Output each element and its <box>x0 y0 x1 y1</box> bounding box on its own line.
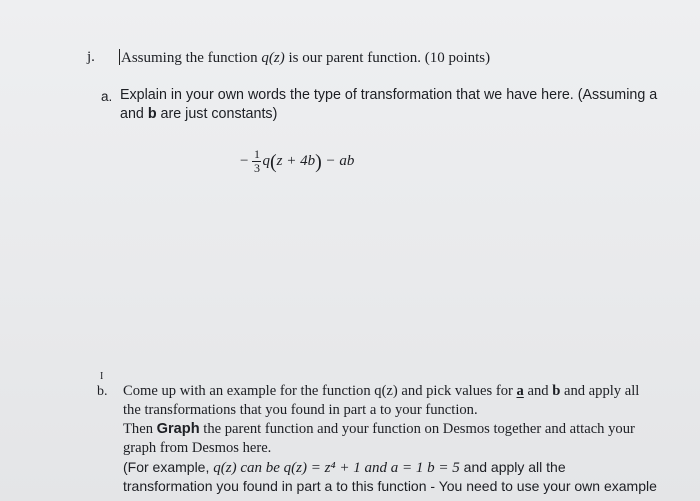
example-end: and apply all the <box>459 459 566 475</box>
part-b-constant-b: b <box>552 383 561 399</box>
part-b-line-6: transformation you found in part a to this function - You need to use your own example <box>123 478 657 494</box>
part-b-and: and <box>523 383 553 399</box>
part-b-line-1-end: and apply all <box>560 383 640 399</box>
question-pre: Assuming the function <box>121 50 262 66</box>
part-b-constant-a: a <box>516 383 524 399</box>
part-a-line-2-text: and <box>120 106 148 122</box>
transformation-formula <box>240 148 354 175</box>
part-b-graph-word: Graph <box>156 421 200 437</box>
part-b-line-2: the transformations that you found in part a to your function. <box>123 402 478 418</box>
part-a-line-2-end: are just constants) <box>156 106 278 122</box>
part-a-constant-b: b <box>147 106 157 122</box>
formula-fraction <box>252 148 261 175</box>
part-a-label: a. <box>101 89 113 104</box>
question-post: is our parent function. (10 points) <box>284 50 491 66</box>
part-b-label: b. <box>97 384 108 399</box>
part-b-line-5 <box>123 459 566 477</box>
formula-rest: − ab <box>321 153 355 169</box>
part-a-line-1: Explain in your own words the type of transformation that we have here. (Assuming a <box>120 87 658 103</box>
text-cursor <box>119 49 120 65</box>
formula-close-paren: ) <box>315 150 322 173</box>
formula-function: q <box>262 153 270 169</box>
example-intro: (For example, <box>123 459 214 475</box>
insert-caret-mark: I <box>100 371 104 382</box>
part-b-line-1 <box>123 383 639 400</box>
formula-inner: z + 4b <box>276 153 316 169</box>
question-heading <box>119 49 490 67</box>
part-b-line-1-text: Come up with an example for the function q(z) and pick values for <box>123 383 517 399</box>
fraction-numerator: 1 <box>253 147 260 161</box>
formula-open-paren: ( <box>269 150 277 173</box>
question-label: j. <box>87 49 95 65</box>
part-b-line-3-end: the parent function and your function on Desmos together and attach your <box>199 421 635 437</box>
part-b-line-3-text: Then <box>123 421 157 437</box>
formula-minus: − <box>240 153 249 169</box>
example-math: q(z) can be q(z) = z⁴ + 1 and a = 1 b = 5 <box>213 460 460 476</box>
fraction-denominator: 3 <box>253 161 260 175</box>
part-b-line-4: graph from Desmos here. <box>123 440 272 456</box>
part-a-line-2 <box>120 106 277 122</box>
part-b-line-3 <box>123 421 635 438</box>
question-function: q(z) <box>261 50 285 66</box>
